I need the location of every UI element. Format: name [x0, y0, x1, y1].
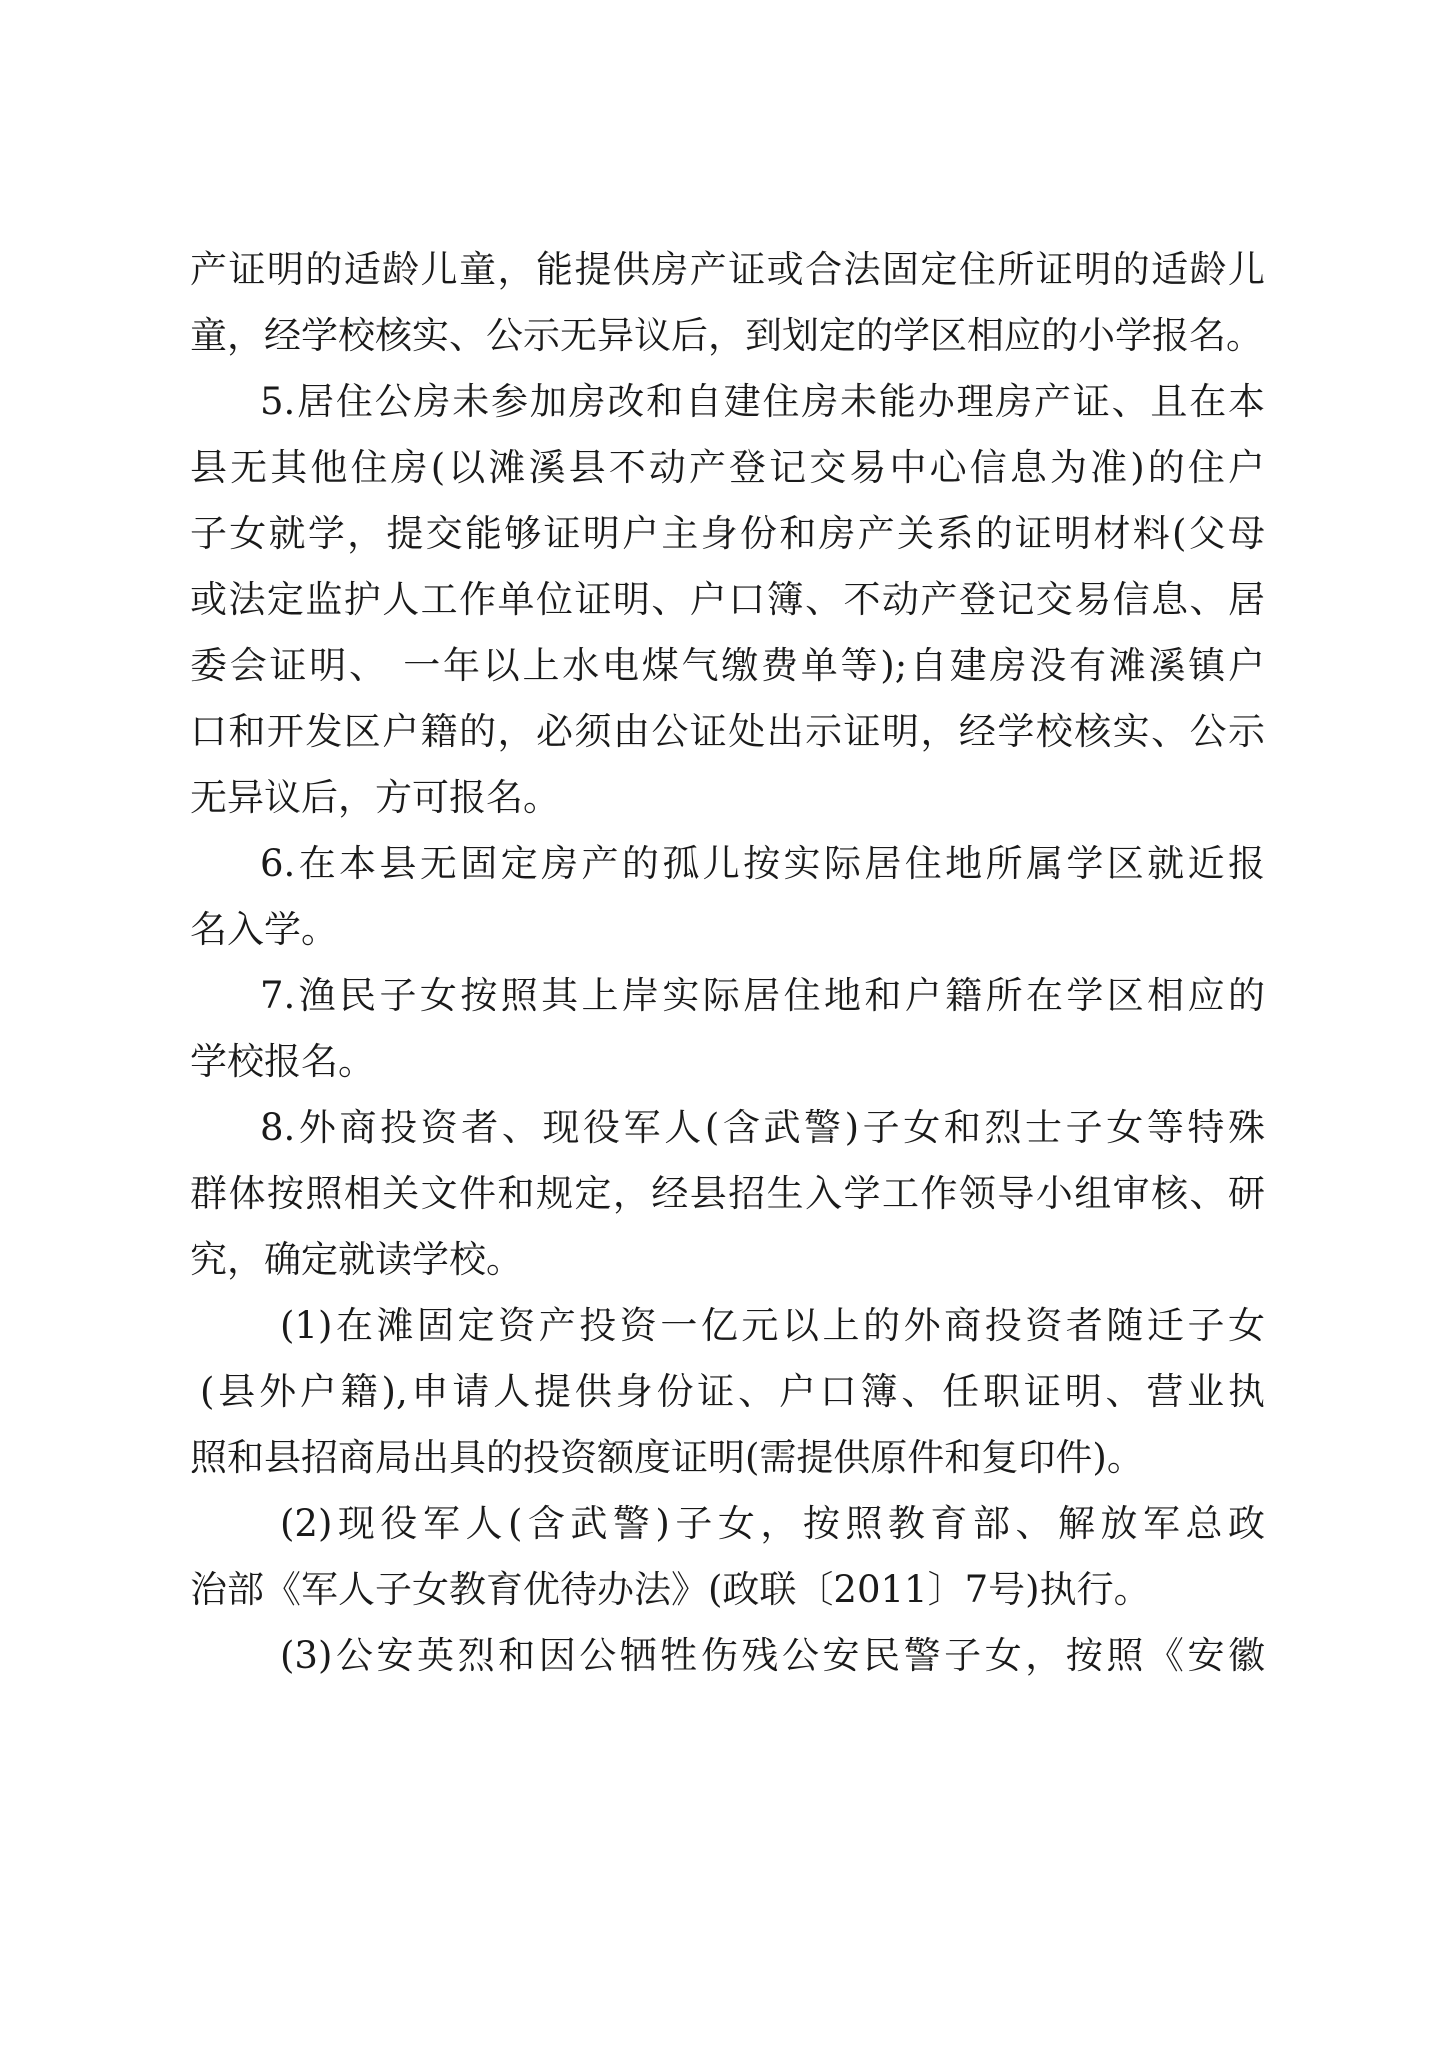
text-line: 照和县招商局出具的投资额度证明(需提供原件和复印件)。: [190, 1436, 1144, 1479]
paragraph-6-line: 6.在本县无固定房产的孤儿按实际居住地所属学区就近报: [260, 842, 1265, 885]
text-line: (县外户籍),申请人提供身份证、户口簿、任职证明、营业执: [200, 1370, 1265, 1413]
paragraph-7-line: 7.渔民子女按照其上岸实际居住地和户籍所在学区相应的: [260, 974, 1265, 1017]
text-line: 群体按照相关文件和规定，经县招生入学工作领导小组审核、研: [190, 1172, 1265, 1215]
text-line: 子女就学，提交能够证明户主身份和房产关系的证明材料(父母: [190, 512, 1265, 555]
text-line: 童，经学校核实、公示无异议后，到划定的学区相应的小学报名。: [190, 314, 1263, 357]
text-line: 究，确定就读学校。: [190, 1238, 523, 1281]
text-line: 名入学。: [190, 908, 338, 951]
item-3-line: (3)公安英烈和因公牺牲伤残公安民警子女，按照《安徽: [280, 1634, 1265, 1677]
item-1-line: (1)在滩固定资产投资一亿元以上的外商投资者随迁子女: [280, 1304, 1265, 1347]
text-line: 委会证明、 一年以上水电煤气缴费单等);自建房没有滩溪镇户: [190, 644, 1265, 687]
text-line: 无异议后，方可报名。: [190, 776, 560, 819]
paragraph-8-line: 8.外商投资者、现役军人(含武警)子女和烈士子女等特殊: [260, 1106, 1265, 1149]
item-2-line: (2)现役军人(含武警)子女，按照教育部、解放军总政: [280, 1502, 1265, 1545]
text-line: 学校报名。: [190, 1040, 375, 1083]
text-line: 产证明的适龄儿童，能提供房产证或合法固定住所证明的适龄儿: [190, 248, 1265, 291]
paragraph-5-line: 5.居住公房未参加房改和自建住房未能办理房产证、且在本: [260, 380, 1265, 423]
text-line: 或法定监护人工作单位证明、户口簿、不动产登记交易信息、居: [190, 578, 1265, 621]
text-line: 治部《军人子女教育优待办法》(政联〔2011〕7号)执行。: [190, 1568, 1151, 1611]
text-line: 口和开发区户籍的，必须由公证处出示证明，经学校核实、公示: [190, 710, 1265, 753]
text-line: 县无其他住房(以滩溪县不动产登记交易中心信息为准)的住户: [190, 446, 1265, 489]
